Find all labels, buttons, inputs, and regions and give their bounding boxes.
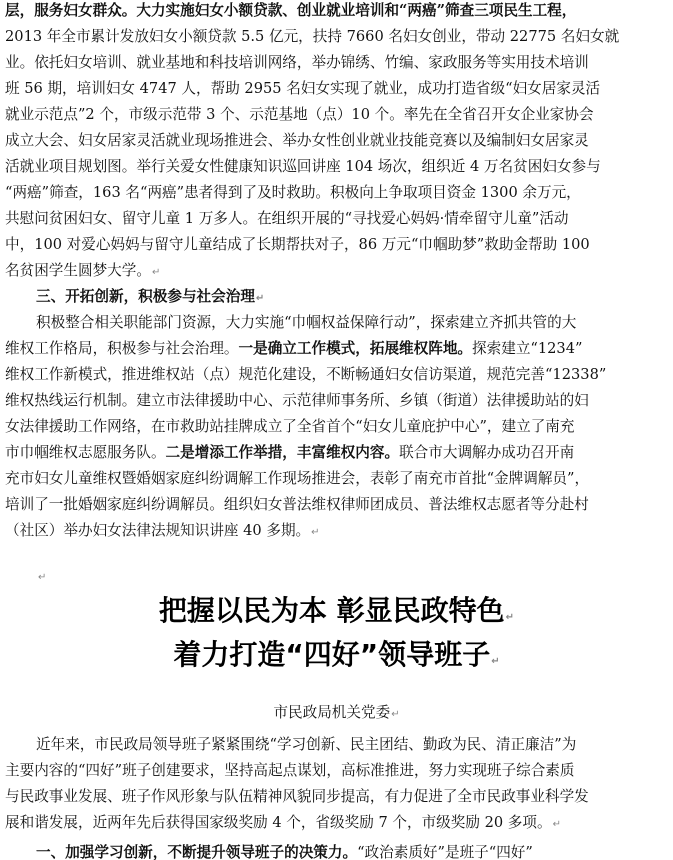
text-span: 展和谐发展，近两年先后获得国家级奖励 4 个，省级奖励 7 个，市级奖励 20 多项。 xyxy=(5,814,552,831)
text-line: 女法律援助工作网络，在市救助站挂牌成立了全省首个“妇女儿童庇护中心”，建立了南充 xyxy=(5,418,575,435)
text-line xyxy=(5,444,669,462)
text-line: 主要内容的“四好”班子创建要求，坚持高起点谋划，高标准推进，努力实现班子综合素质 xyxy=(5,762,575,779)
bold-lead: 二是增添工作举措，丰富维权内容。 xyxy=(165,444,400,461)
section-heading xyxy=(36,288,669,306)
text-line xyxy=(36,844,669,860)
text-line: 维权热线运行机制。建立市法律援助中心、示范律师事务所、乡镇（街道）法律援助站的妇 xyxy=(5,392,589,409)
text-line xyxy=(5,814,669,832)
text-line xyxy=(5,522,669,540)
text-line: 积极整合相关职能部门资源，大力实施“巾帼权益保障行动”，探索建立齐抓共管的大 xyxy=(36,314,577,331)
text-line: 培训了一批婚姻家庭纠纷调解员。组织妇女普法维权律师团成员、普法维权志愿者等分赴村 xyxy=(5,496,589,513)
text-span: 探索建立“1234” xyxy=(472,340,583,357)
text-span: 联合市大调解办成功召开南 xyxy=(399,444,575,461)
text-line: 与民政事业发展、班子作风形象与队伍精神风貌同步提高，有力促进了全市民政事业科学发 xyxy=(5,788,589,805)
paragraph-mark: ↵ xyxy=(255,293,265,304)
bold-lead: 一是确立工作模式，拓展维权阵地。 xyxy=(238,340,473,357)
text-line: 共慰问贫困妇女、留守儿童 1 万多人。在组织开展的“寻找爱心妈妈·情牵留守儿童”活动 xyxy=(5,210,569,227)
text-line: 近年来，市民政局领导班子紧紧围绕“学习创新、民主团结、勤政为民、清正廉洁”为 xyxy=(36,736,577,753)
text-span: 名贫困学生圆梦大学。 xyxy=(5,262,151,279)
title-text: 把握以民为本 彰显民政特色 xyxy=(158,594,505,627)
text-span: “政治素质好”是班子“四好” xyxy=(357,844,533,860)
text-span: 层，服务妇女群众。大力实施妇女小额贷款、创业就业培训和“两癌”筛查三项民生工程， xyxy=(5,2,577,19)
paragraph-mark: ↵ xyxy=(391,709,400,720)
paragraph-mark: ↵ xyxy=(151,267,161,278)
article-title-line2 xyxy=(0,638,673,674)
text-line: “两癌”筛查，163 名“两癌”患者得到了及时救助。积极向上争取项目资金 1300 余万元， xyxy=(5,184,581,201)
text-span: 市巾帼维权志愿服务队。 xyxy=(5,444,166,461)
paragraph-mark: ↵ xyxy=(505,612,515,623)
text-line: 成立大会、妇女居家灵活就业现场推进会、举办女性创业就业技能竞赛以及编制妇女居家灵 xyxy=(5,132,589,149)
title-text: 着力打造“四好”领导班子 xyxy=(173,638,491,671)
text-line: 就业示范点”2 个，市级示范带 3 个、示范基地（点）10 个。率先在全省召开女企业家协会 xyxy=(5,106,594,123)
text-line: 中，100 对爱心妈妈与留守儿童结成了长期帮扶对子，86 万元“巾帼助梦”救助金帮助 100 xyxy=(5,236,590,253)
text-line xyxy=(5,2,669,20)
article-author xyxy=(0,704,673,724)
bold-lead: 一、加强学习创新，不断提升领导班子的决策力。 xyxy=(36,844,358,860)
text-line xyxy=(5,262,669,280)
paragraph-mark: ↵ xyxy=(38,572,47,583)
text-line: 充市妇女儿童维权暨婚姻家庭纠纷调解工作现场推进会，表彰了南充市首批“金牌调解员”， xyxy=(5,470,590,487)
text-line: 班 56 期，培训妇女 4747 人，帮助 2955 名妇女实现了就业，成功打造省级“妇女居家灵活 xyxy=(5,80,601,97)
article-title-line1 xyxy=(0,594,673,630)
text-line: 维权工作新模式，推进维权站（点）规范化建设，不断畅通妇女信访渠道，规范完善“12338” xyxy=(5,366,607,383)
text-line: 业。依托妇女培训、就业基地和科技培训网络，举办锦绣、竹编、家政服务等实用技术培训 xyxy=(5,54,589,71)
text-span: （社区）举办妇女法律法规知识讲座 40 多期。 xyxy=(5,522,311,539)
text-line: 活就业项目规划图。举行关爱女性健康知识巡回讲座 104 场次，组织近 4 万名贫困妇女参与 xyxy=(5,158,601,175)
paragraph-mark: ↵ xyxy=(491,656,500,667)
author-text: 市民政局机关党委 xyxy=(273,704,391,721)
paragraph-mark: ↵ xyxy=(311,527,320,538)
text-line xyxy=(5,340,669,358)
paragraph-mark: ↵ xyxy=(552,819,561,830)
heading-text: 三、开拓创新，积极参与社会治理 xyxy=(36,288,255,305)
text-span: 维权工作格局，积极参与社会治理。 xyxy=(5,340,239,357)
text-line: 2013 年全市累计发放妇女小额贷款 5.5 亿元，扶持 7660 名妇女创业，带动 22775 名妇女就 xyxy=(5,28,620,45)
